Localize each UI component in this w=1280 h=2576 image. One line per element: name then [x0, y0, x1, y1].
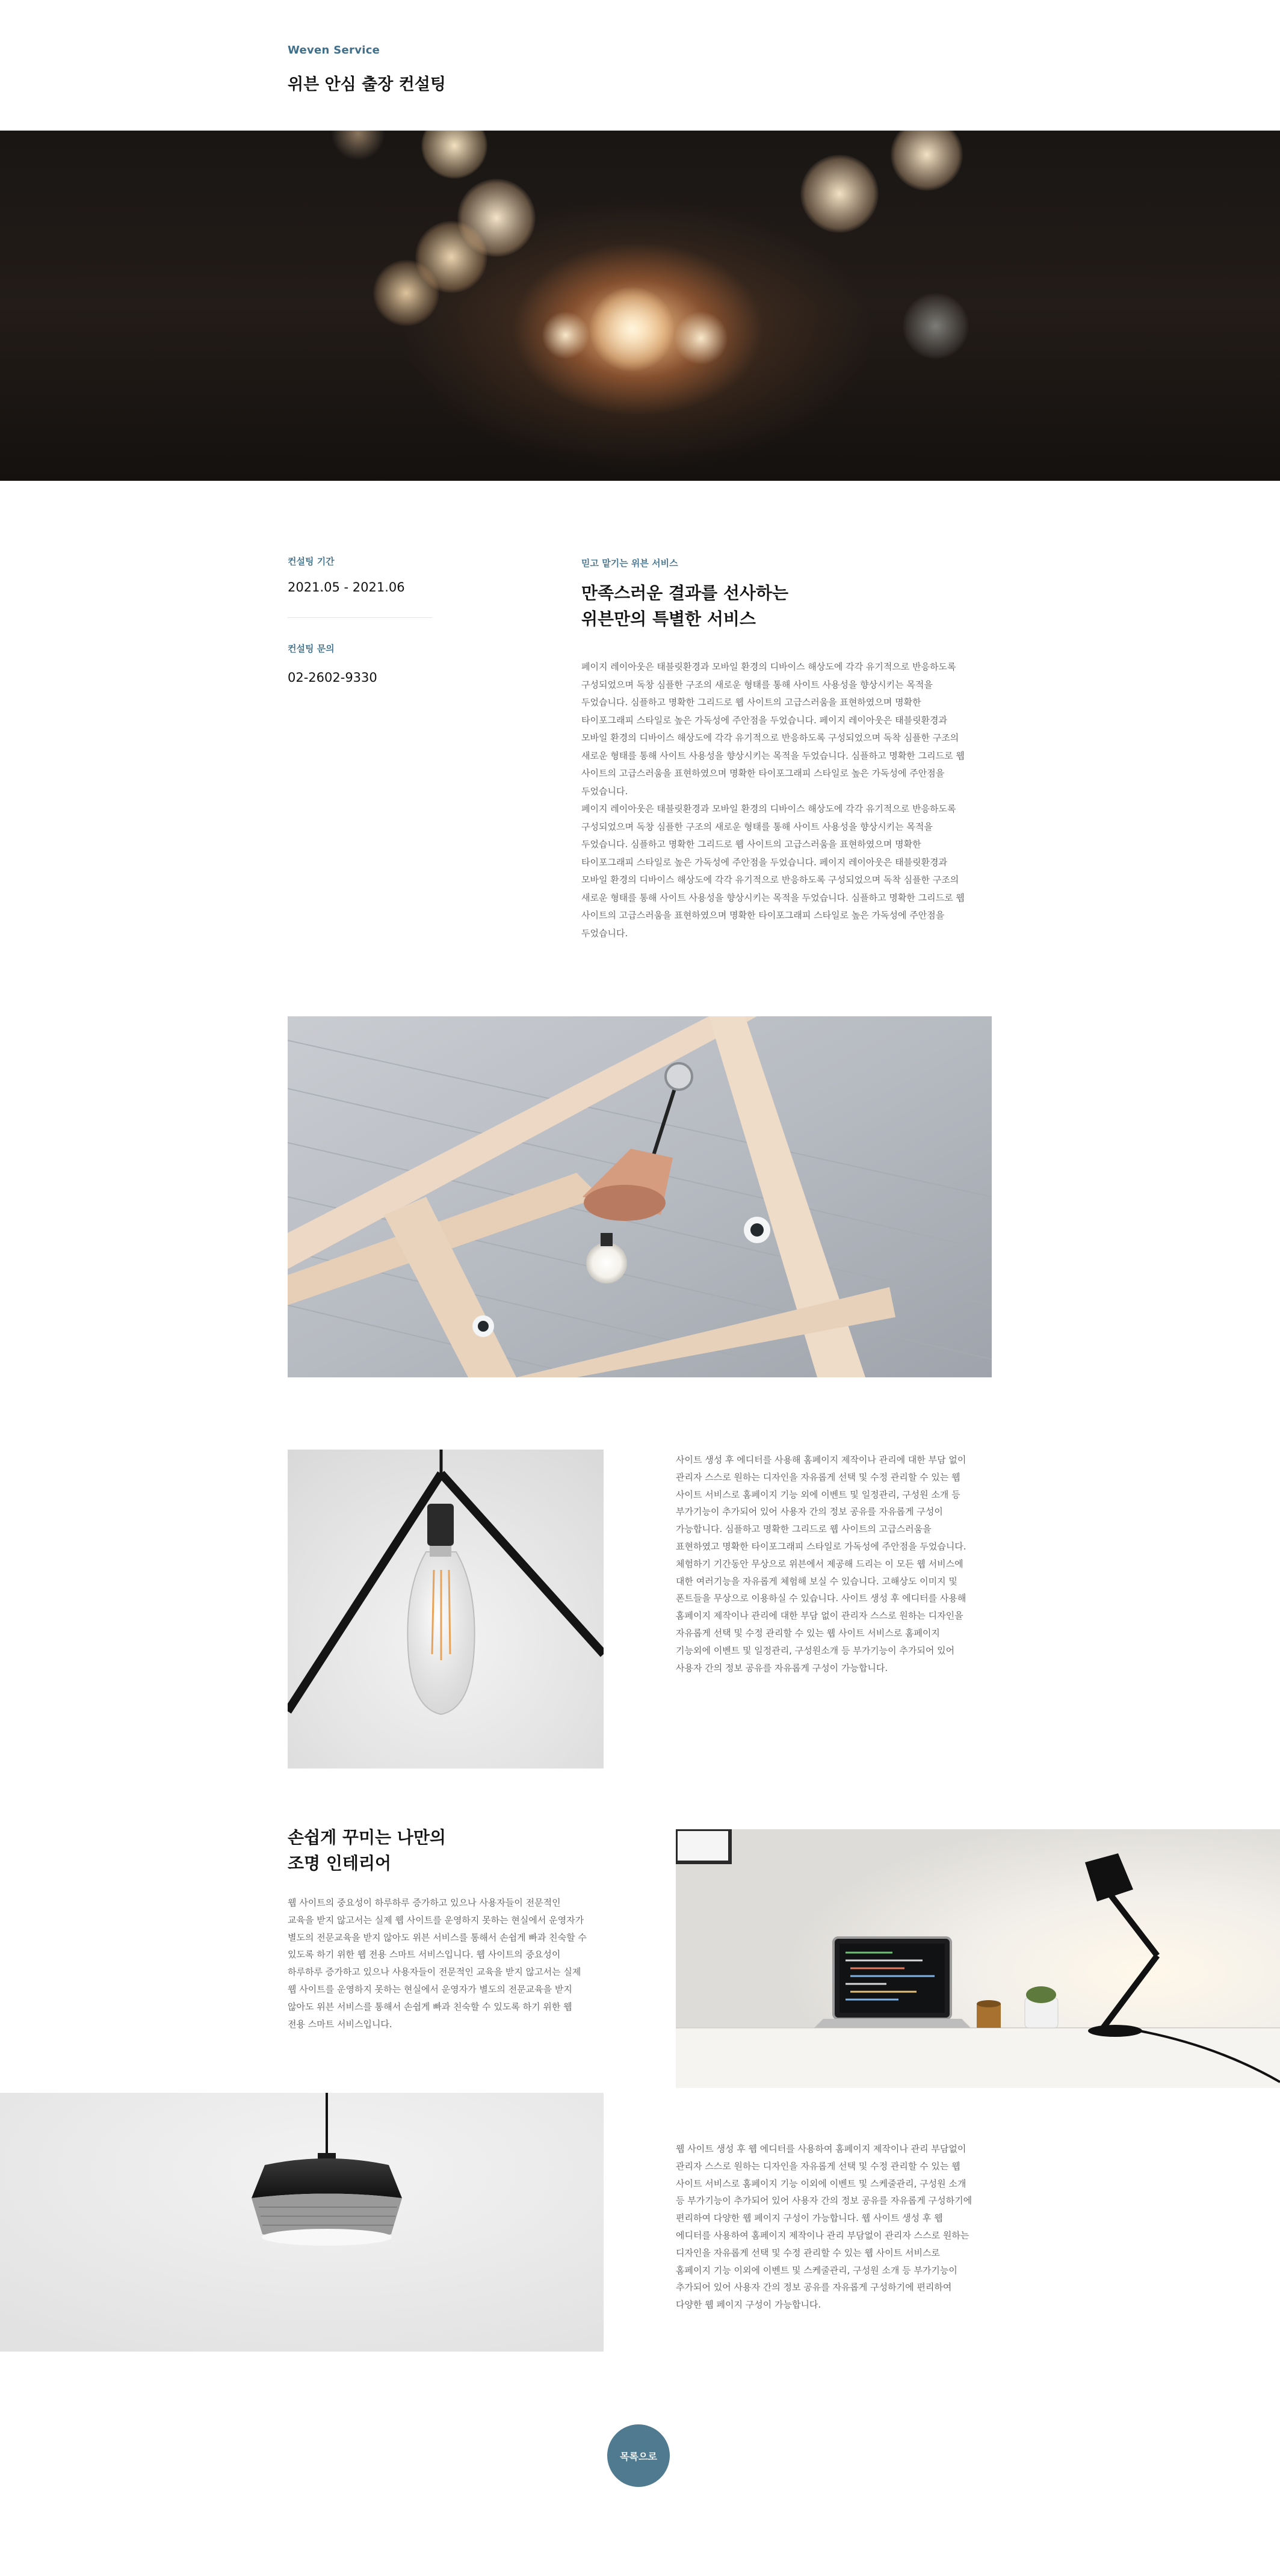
period-value: 2021.05 - 2021.06 [288, 580, 405, 595]
ceiling-lamp-image [288, 1016, 992, 1377]
intro-heading [581, 580, 788, 632]
intro-eyebrow: 믿고 맡기는 위븐 서비스 [581, 558, 678, 569]
intro-heading-line2: 위븐만의 특별한 서비스 [581, 609, 756, 629]
desk-lamp-laptop-image [676, 1829, 1280, 2088]
hero-image [0, 131, 1280, 481]
pendant-bulb-image [288, 1450, 604, 1768]
hanging-lamp-image [0, 2093, 604, 2352]
section4-body: 웹 사이트 생성 후 웹 에디터를 사용하여 홈페이지 제작이나 관리 부담없이 관리자 스스로 원하는 디자인을 자유롭게 선택 및 수정 관리할 수 있는 웹 사이트 서비스로 홈페이지 기능 이외에 이벤트 및 스케줄관리, 구성원 소개 등 부가기능이 추가되어 있어 사용자 간의 정보 공유를 자유롭게 구성하기에 편리하여 다양한 웹 페이지 구성이 가능합니다. 웹 사이트 생성 후 웹 에디터를 사용하여 홈페이지 제작이나 관리 부담없이 관리자 스스로 원하는 디자인을 자유롭게 선택 및 수정 관리할 수 있는 웹 사이트 서비스로 홈페이지 기능 이외에 이벤트 및 스케줄관리, 구성원 소개 등 부가기능이 추가되어 있어 사용자 간의 정보 공유를 자유롭게 구성하기에 편리하여 다양한 웹 페이지 구성이 가능합니다. [676, 2143, 972, 2311]
back-to-list-button[interactable]: 목록으로 [607, 2424, 670, 2487]
section3-body: 웹 사이트의 중요성이 하루하루 증가하고 있으나 사용자들이 전문적인 교육을 받지 않고서는 실제 웹 사이트를 운영하지 못하는 현실에서 운영자가 별도의 전문교육을 받지 않아도 위븐 서비스를 통해서 손쉽게 빠과 친숙할 수 있도록 하기 위한 웹 전용 스마트 서비스입니다. 웹 사이트의 중요성이 하루하루 증가하고 있으나 사용자들이 전문적인 교육을 받지 않고서는 실제 웹 사이트를 운영하지 못하는 현실에서 운영자가 별도의 전문교육을 받지 않아도 위븐 서비스를 통해서 손쉽게 빠과 친숙할 수 있도록 하기 위한 웹 전용 스마트 서비스입니다. [288, 1897, 587, 2030]
section3-heading [288, 1824, 446, 1876]
page-title: 위븐 안심 출장 컨설팅 [288, 75, 446, 94]
section2-body: 사이트 생성 후 에디터를 사용해 홈페이지 제작이나 관리에 대한 부담 없이 관리자 스스로 원하는 디자인을 자유롭게 선택 및 수정 관리할 수 있는 웹 사이트 서비스로 홈페이지 기능 외에 이벤트 및 일정관리, 구성원 소개 등 부가기능이 추가되어 있어 사용자 간의 정보 공유를 자유롭게 구성이 가능합니다. 심플하고 명확한 그리드로 웹 사이트의 고급스러움을 표현하였고 명확한 타이포그래피 스타일로 가독성에 주안점을 두었습니다. 체험하기 기간동안 무상으로 위븐에서 제공해 드리는 이 모든 웹 서비스에 대한 여러기능을 자유롭게 체험해 보실 수 있습니다. 고해상도 이미지 및 폰트들을 무상으로 이용하실 수 있습니다. 사이트 생성 후 에디터를 사용해 홈페이지 제작이나 관리에 대한 부담 없이 관리자 스스로 원하는 디자인을 자유롭게 선택 및 수정 관리할 수 있는 웹 사이트 서비스로 홈페이지 기능외에 이벤트 및 일정관리, 구성원소개 등 부가기능이 추가되어 있어 사용자 간의 정보 공유를 자유롭게 구성이 가능합니다. [676, 1454, 966, 1673]
contact-label: 컨설팅 문의 [288, 643, 335, 654]
service-eyebrow: Weven Service [288, 44, 380, 57]
section3-heading-line2: 조명 인테리어 [288, 1853, 392, 1873]
period-label: 컨설팅 기간 [288, 556, 335, 567]
intro-body: 페이지 레이아웃은 태블릿환경과 모바일 환경의 디바이스 해상도에 각각 유기적으로 반응하도록 구성되었으며 독창 심플한 구조의 새로운 형태를 통해 사이트 사용성을 향상시키는 목적을 두었습니다. 심플하고 명확한 그리드로 웹 사이트의 고급스러움을 표현하였으며 명확한 타이포그래피 스타일로 높은 가독성에 주안점을 두었습니다. 페이지 레이아웃은 태블릿환경과 모바일 환경의 디바이스 해상도에 각각 유기적으로 반응하도록 구성되었으며 독착 심플한 구조의 새로운 형태를 통해 사이트 사용성을 향상시키는 목적을 두었습니다. 심플하고 명확한 그리드로 웹 사이트의 고급스러움을 표현하였으며 명확한 타이포그래피 스타일로 높은 가독성에 주안점을 두었습니다. 페이지 레이아웃은 태블릿환경과 모바일 환경의 디바이스 해상도에 각각 유기적으로 반응하도록 구성되었으며 독창 심플한 구조의 새로운 형태를 통해 사이트 사용성을 향상시키는 목적을 두었습니다. 심플하고 명확한 그리드로 웹 사이트의 고급스러움을 표현하였으며 명확한 타이포그래피 스타일로 높은 가독성에 주안점을 두었습니다. 페이지 레이아웃은 태블릿환경과 모바일 환경의 디바이스 해상도에 각각 유기적으로 반응하도록 구성되었으며 독착 심플한 구조의 새로운 형태를 통해 사이트 사용성을 향상시키는 목적을 두었습니다. 심플하고 명확한 그리드로 웹 사이트의 고급스러움을 표현하였으며 명확한 타이포그래피 스타일로 높은 가독성에 주안점을 두었습니다. [581, 661, 965, 939]
intro-heading-line1: 만족스러운 결과를 선사하는 [581, 583, 789, 603]
section3-heading-line1: 손쉽게 꾸미는 나만의 [288, 1827, 446, 1847]
info-divider [288, 617, 432, 618]
contact-value: 02-2602-9330 [288, 670, 377, 685]
